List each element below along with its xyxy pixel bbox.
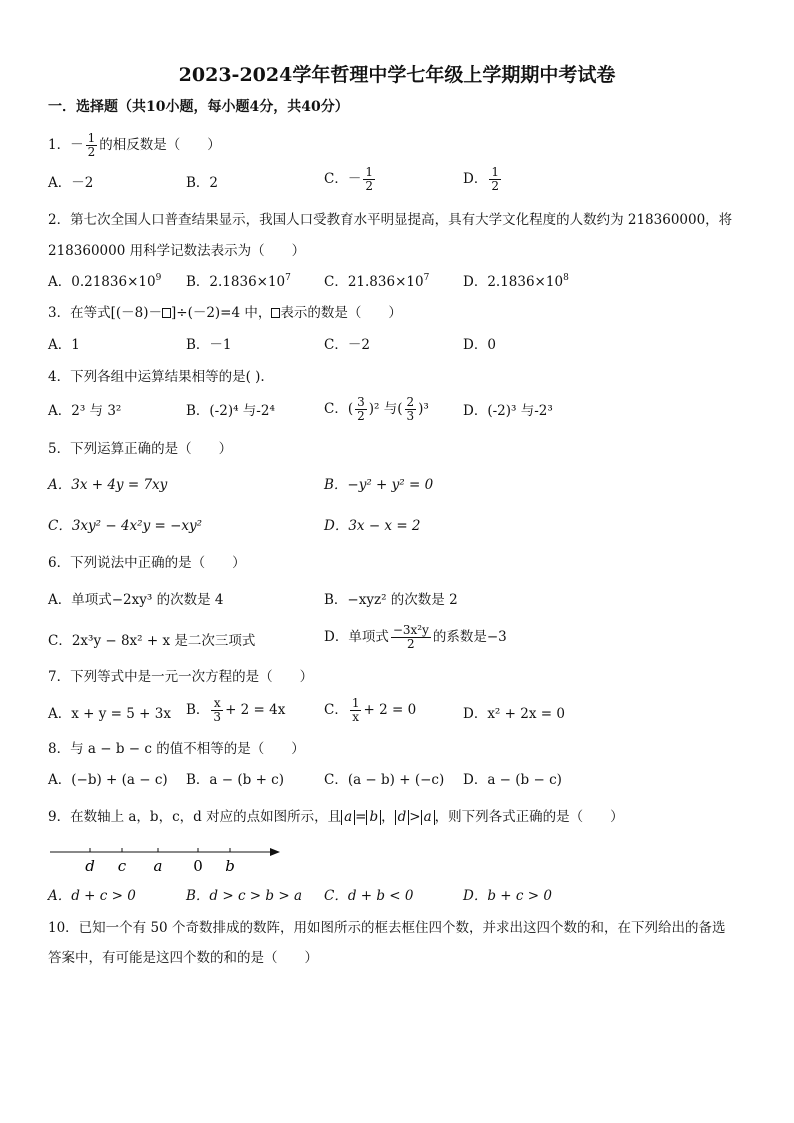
frac-den: 2: [407, 637, 415, 651]
q1-option-d: [463, 166, 503, 193]
q10-line-1: 10．已知一个有 50 个奇数排成的数阵，用如图所示的框去框住四个数，并求出这四个数的和，在下列给出的备选: [48, 920, 726, 936]
axis-arrow-icon: [270, 848, 280, 856]
q3-option-c: C．－2: [324, 337, 370, 353]
frac-den: x: [352, 710, 360, 724]
opt-label: B．: [186, 702, 210, 718]
q3-option-d: D．0: [463, 337, 496, 353]
q2-line-2: 218360000 用科学记数法表示为（ ）: [48, 243, 306, 259]
q4-option-b: B．(-2)⁴ 与-2⁴: [186, 403, 275, 419]
frac-num: 1: [87, 131, 96, 145]
q7-option-a: A．x + y = 5 + 3x: [48, 706, 171, 722]
question-4: 4．下列各组中运算结果相等的是( ).: [48, 369, 265, 385]
q9-gt: >: [409, 809, 421, 825]
opt-mid: )² 与(: [368, 401, 403, 417]
q4-frac-2: [405, 396, 417, 423]
opt-end: + 2 = 0: [363, 702, 417, 718]
question-3: [48, 304, 402, 322]
frac-num: 1: [491, 165, 499, 179]
frac-den: 3: [213, 710, 222, 724]
q8-option-b: B．a − (b + c): [186, 772, 284, 788]
q1-option-b: B．2: [186, 175, 219, 191]
q1-sign: －: [70, 137, 84, 153]
q5-option-b: B．−y² + y² = 0: [324, 477, 434, 493]
q7-b-fraction: [211, 697, 223, 724]
q9-eq: =: [355, 809, 367, 825]
q7-option-b: [186, 697, 285, 724]
q8-option-c: C．(a − b) + (−c): [324, 772, 445, 788]
q2-option-c: [324, 273, 429, 291]
q1-stem: 的相反数是（ ）: [99, 137, 221, 153]
q4-option-d: D．(-2)³ 与-2³: [463, 403, 553, 419]
q9-stem-end: ，则下列各式正确的是（ ）: [434, 809, 624, 825]
q2-option-d: [463, 273, 569, 291]
exponent: 8: [563, 273, 569, 283]
question-8: 8．与 a − b − c 的值不相等的是（ ）: [48, 741, 305, 757]
q1-number: 1．: [48, 137, 71, 153]
exponent: 7: [285, 273, 291, 283]
q3-option-a: A．1: [48, 337, 80, 353]
axis-label-zero: 0: [193, 857, 203, 875]
frac-num: 2: [406, 395, 415, 409]
exam-title: 2023-2024学年哲理中学七年级上学期期中考试卷: [178, 64, 616, 86]
opt-label: D．: [463, 171, 488, 187]
opt-text: B．2.1836×10: [186, 274, 286, 290]
section-heading: 一．选择题（共10小题，每小题4分，共40分）: [48, 99, 349, 115]
abs-value: a: [341, 810, 355, 825]
q5-option-c: C．3xy² − 4x²y = −xy²: [48, 518, 203, 534]
question-7: 7．下列等式中是一元一次方程的是（ ）: [48, 669, 314, 685]
q9-sep: ，: [381, 809, 395, 825]
q1-option-a: A．－2: [48, 175, 94, 191]
exponent: 9: [155, 273, 162, 283]
opt-end: 的系数是−3: [432, 629, 507, 645]
opt-text: D．2.1836×10: [463, 274, 564, 290]
frac-num: 1: [365, 165, 373, 179]
abs-value: b: [366, 810, 381, 825]
q5-option-a: A．3x + 4y = 7xy: [48, 477, 168, 493]
q7-option-d: D．x² + 2x = 0: [463, 706, 565, 722]
q2-option-a: [48, 273, 161, 291]
opt-text: C．21.836×10: [324, 274, 424, 290]
q3-option-b: B．－1: [186, 337, 232, 353]
blank-box-icon: [162, 308, 171, 318]
question-1: [48, 132, 221, 159]
abs-value: d: [395, 810, 410, 825]
q8-option-a: A．(−b) + (a − c): [48, 772, 168, 788]
axis-label-c: c: [117, 857, 127, 875]
opt-end: + 2 = 4x: [225, 702, 286, 718]
q2-line-1: 2．第七次全国人口普查结果显示，我国人口受教育水平明显提高，具有大学文化程度的人数约为 218360000，将: [48, 212, 733, 228]
q2-option-b: [186, 273, 291, 291]
axis-label-d: d: [85, 857, 95, 875]
q9-option-d: D．b + c > 0: [463, 888, 552, 904]
question-9: [48, 808, 624, 826]
frac-num: 3: [357, 395, 365, 409]
q6-option-a: A．单项式−2xy³ 的次数是 4: [48, 592, 224, 608]
q9-stem: 9．在数轴上 a，b，c，d 对应的点如图所示，且: [48, 809, 342, 825]
q9-option-c: C．d + b < 0: [324, 888, 414, 904]
q9-option-b: B．d > c > b > a: [186, 888, 302, 904]
axis-label-a: a: [153, 857, 163, 875]
q3-stem-mid: ]÷(－2)=4 中，: [170, 305, 272, 321]
exponent: 7: [423, 273, 430, 283]
q6-option-c: C．2x³y − 8x² + x 是二次三项式: [48, 633, 256, 649]
q1-fraction: [86, 132, 98, 159]
opt-label: C．: [324, 702, 348, 718]
q10-line-2: 答案中，有可能是这四个数的和的是（ ）: [48, 950, 318, 966]
opt-end: )³: [418, 401, 429, 417]
q6-option-b: B．−xyz² 的次数是 2: [324, 592, 458, 608]
abs-value: a: [421, 810, 435, 825]
q7-c-fraction: [350, 697, 362, 724]
frac-den: 3: [406, 409, 415, 423]
axis-label-b: b: [225, 857, 235, 875]
q1-option-c: [324, 166, 377, 193]
q5-option-d: D．3x − x = 2: [324, 518, 421, 534]
opt-text: A．0.21836×10: [48, 274, 156, 290]
frac-den: 2: [357, 409, 365, 423]
frac-den: 2: [87, 145, 96, 159]
question-5: 5．下列运算正确的是（ ）: [48, 441, 233, 457]
q4-frac-1: [355, 396, 367, 423]
q6-option-d: [324, 624, 507, 651]
opt-label: C．(: [324, 401, 354, 417]
q9-option-a: A．d + c > 0: [48, 888, 136, 904]
q3-stem-start: 3．在等式[(－8)－: [48, 305, 162, 321]
q4-option-a: A．2³ 与 3²: [48, 403, 122, 419]
opt-label: D．单项式: [324, 629, 389, 645]
q7-option-c: [324, 697, 416, 724]
frac-num: 1: [351, 696, 360, 710]
q8-option-d: D．a − (b − c): [463, 772, 562, 788]
q1-d-fraction: [489, 166, 501, 193]
frac-den: 2: [365, 179, 373, 193]
frac-den: 2: [491, 179, 499, 193]
frac-num: x: [211, 697, 223, 711]
opt-label: C．－: [324, 171, 362, 187]
q4-option-c: [324, 396, 429, 423]
frac-num: −3x²y: [392, 623, 429, 637]
q6-fraction: [391, 624, 431, 651]
number-line-figure: [48, 838, 288, 878]
question-6: 6．下列说法中正确的是（ ）: [48, 555, 246, 571]
q1-c-fraction: [363, 166, 375, 193]
q3-stem-end: 表示的数是（ ）: [280, 305, 402, 321]
